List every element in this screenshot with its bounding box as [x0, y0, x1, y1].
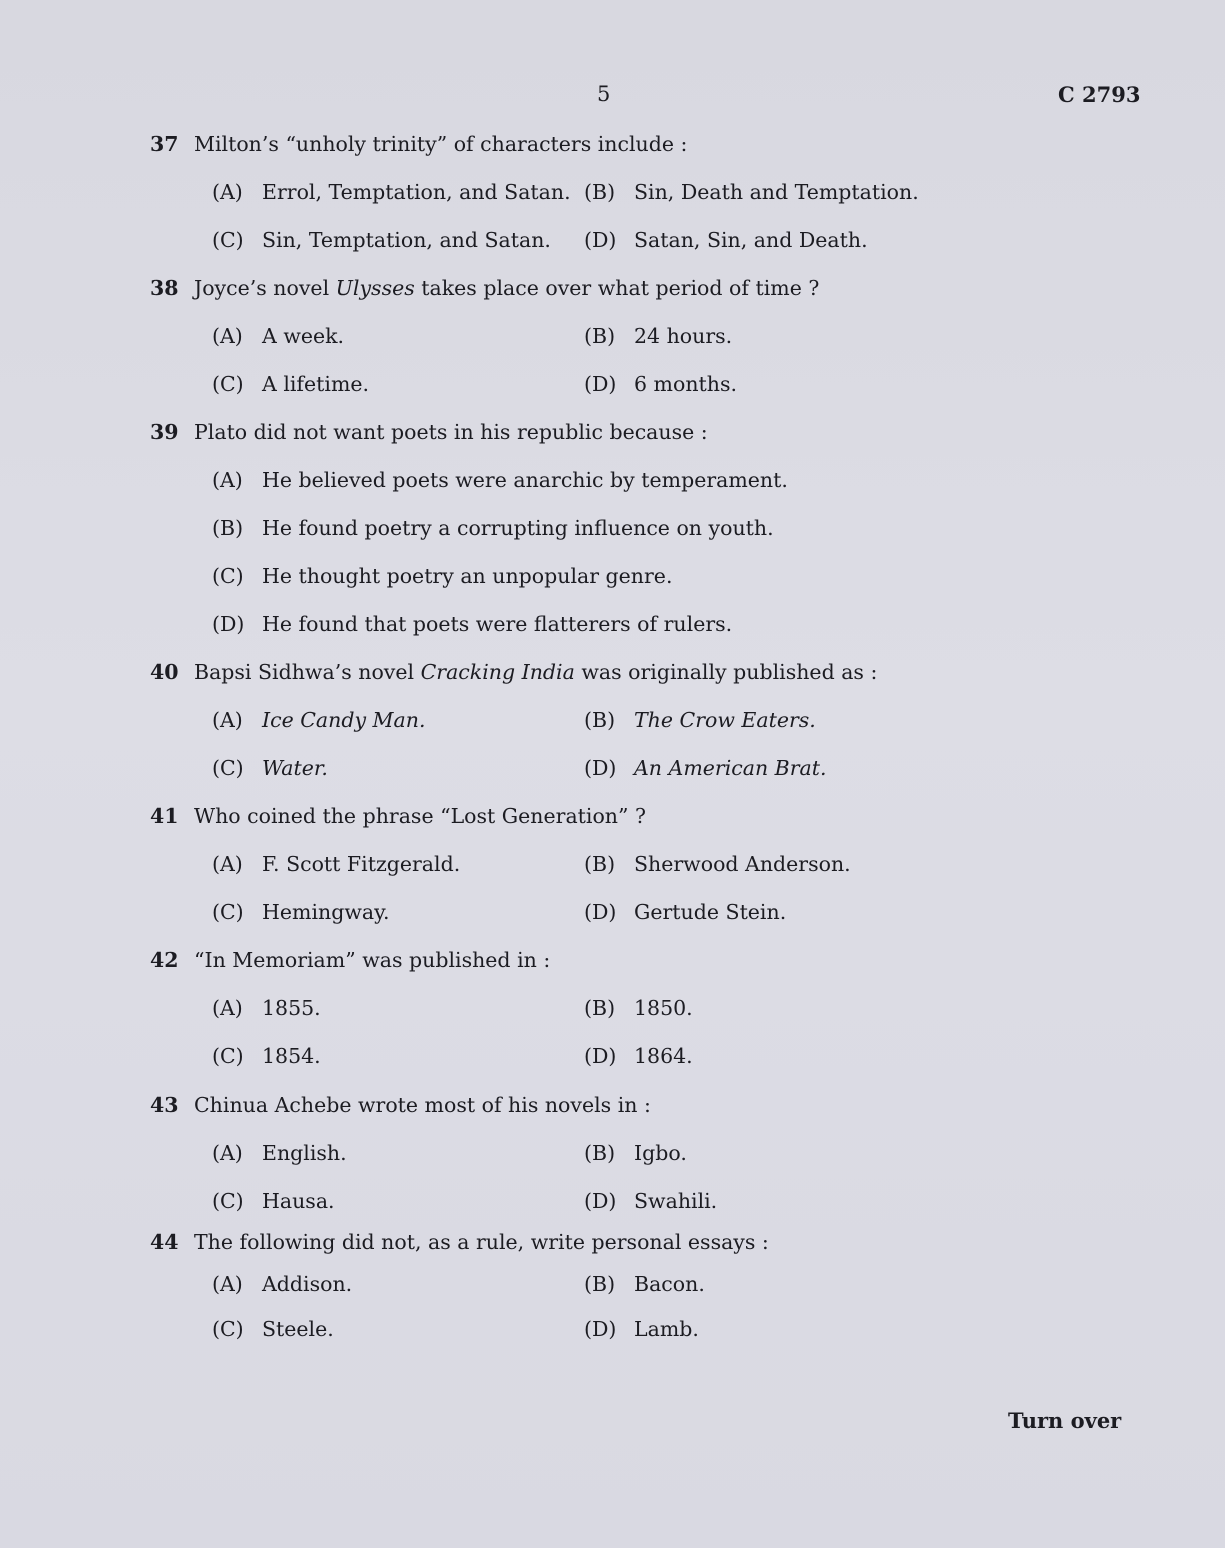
option-label: (D) [584, 900, 617, 924]
option-label: (A) [212, 1272, 243, 1296]
option-c [212, 1315, 584, 1343]
option-label: (C) [212, 1317, 244, 1341]
option-c [212, 754, 584, 782]
option-label: (A) [212, 468, 243, 492]
option-c [212, 1187, 584, 1215]
option-label: (B) [584, 1272, 616, 1296]
question-number: 40 [150, 660, 179, 684]
question-number: 42 [150, 948, 179, 972]
option-a [212, 466, 788, 494]
option-label: (C) [212, 1044, 244, 1068]
option-text: 1850. [634, 996, 693, 1020]
option-text: A week. [262, 324, 345, 348]
option-c [212, 226, 584, 254]
option-text: He found that poets were flatterers of rulers. [262, 612, 733, 636]
option-c [212, 898, 584, 926]
option-text: A lifetime. [262, 372, 370, 396]
question-41 [150, 802, 1110, 926]
option-text: 1864. [634, 1044, 693, 1068]
option-text: An American Brat. [634, 756, 827, 780]
option-c [212, 370, 584, 398]
option-text: 1854. [262, 1044, 321, 1068]
option-d [212, 610, 732, 638]
question-number: 44 [150, 1230, 179, 1254]
option-text: Steele. [262, 1317, 334, 1341]
option-text: Gertude Stein. [634, 900, 787, 924]
option-a [212, 850, 584, 878]
option-label: (C) [212, 1189, 244, 1213]
option-d [584, 226, 868, 254]
option-label: (C) [212, 756, 244, 780]
option-a [212, 1139, 584, 1167]
option-d [584, 898, 786, 926]
option-b [584, 994, 693, 1022]
option-label: (C) [212, 372, 244, 396]
option-label: (B) [584, 180, 616, 204]
option-text: Ice Candy Man. [262, 708, 426, 732]
option-text: Hausa. [262, 1189, 335, 1213]
option-text: Bacon. [634, 1272, 705, 1296]
option-b [584, 178, 919, 206]
option-c [212, 1042, 584, 1070]
option-text: Igbo. [634, 1141, 687, 1165]
option-label: (B) [584, 324, 616, 348]
option-a [212, 994, 584, 1022]
option-text: Addison. [262, 1272, 353, 1296]
question-38 [150, 274, 1110, 398]
option-text: He believed poets were anarchic by temperament. [262, 468, 788, 492]
option-label: (B) [584, 1141, 616, 1165]
question-text: Milton’s “unholy trinity” of characters include : [194, 132, 688, 156]
question-number: 41 [150, 804, 179, 828]
option-text: Swahili. [634, 1189, 718, 1213]
option-c [212, 562, 672, 590]
option-b [584, 1139, 687, 1167]
option-label: (D) [584, 1189, 617, 1213]
question-number: 39 [150, 420, 179, 444]
option-text: He found poetry a corrupting influence on youth. [262, 516, 774, 540]
option-text: Water. [262, 756, 328, 780]
option-text: 24 hours. [634, 324, 733, 348]
option-label: (B) [584, 996, 616, 1020]
option-text: Sin, Temptation, and Satan. [262, 228, 551, 252]
question-text: Bapsi Sidhwa’s novel Cracking India was originally published as : [194, 660, 878, 684]
option-text: F. Scott Fitzgerald. [262, 852, 461, 876]
option-label: (A) [212, 708, 243, 732]
option-label: (D) [584, 1317, 617, 1341]
option-text: Satan, Sin, and Death. [634, 228, 868, 252]
option-label: (B) [584, 708, 616, 732]
option-a [212, 322, 584, 350]
option-text: Errol, Temptation, and Satan. [262, 180, 571, 204]
option-label: (D) [212, 612, 245, 636]
option-a [212, 178, 584, 206]
option-d [584, 1187, 717, 1215]
question-text: Joyce’s novel Ulysses takes place over what period of time ? [194, 276, 820, 300]
option-label: (C) [212, 900, 244, 924]
page-number: 5 [597, 82, 611, 106]
question-text: The following did not, as a rule, write personal essays : [194, 1230, 769, 1254]
option-label: (A) [212, 852, 243, 876]
option-label: (D) [584, 756, 617, 780]
option-label: (C) [212, 564, 244, 588]
question-text: Who coined the phrase “Lost Generation” ? [194, 804, 646, 828]
option-label: (A) [212, 324, 243, 348]
option-label: (D) [584, 372, 617, 396]
option-text: Hemingway. [262, 900, 390, 924]
option-text: English. [262, 1141, 347, 1165]
option-label: (A) [212, 1141, 243, 1165]
question-text: Plato did not want poets in his republic because : [194, 420, 708, 444]
option-b [584, 850, 851, 878]
question-number: 38 [150, 276, 179, 300]
option-d [584, 754, 827, 782]
option-a [212, 1270, 584, 1298]
option-b [212, 514, 774, 542]
question-44 [150, 1228, 1110, 1343]
option-label: (D) [584, 1044, 617, 1068]
option-text: Sin, Death and Temptation. [634, 180, 919, 204]
option-d [584, 370, 737, 398]
option-b [584, 1270, 705, 1298]
option-a [212, 706, 584, 734]
question-number: 43 [150, 1093, 179, 1117]
option-text: 6 months. [634, 372, 738, 396]
option-label: (A) [212, 180, 243, 204]
question-37 [150, 130, 1110, 254]
option-b [584, 322, 732, 350]
option-label: (B) [584, 852, 616, 876]
question-text: Chinua Achebe wrote most of his novels in : [194, 1093, 651, 1117]
option-label: (C) [212, 228, 244, 252]
option-b [584, 706, 816, 734]
question-number: 37 [150, 132, 179, 156]
option-label: (B) [212, 516, 244, 540]
option-text: Lamb. [634, 1317, 699, 1341]
option-d [584, 1042, 693, 1070]
question-39 [150, 418, 1110, 638]
question-42 [150, 946, 1110, 1070]
question-43 [150, 1091, 1110, 1215]
option-text: The Crow Eaters. [634, 708, 816, 732]
question-text: “In Memoriam” was published in : [194, 948, 551, 972]
option-d [584, 1315, 699, 1343]
option-text: Sherwood Anderson. [634, 852, 851, 876]
question-40 [150, 658, 1110, 782]
option-text: 1855. [262, 996, 321, 1020]
option-text: He thought poetry an unpopular genre. [262, 564, 673, 588]
paper-code: C 2793 [1058, 82, 1141, 107]
option-label: (D) [584, 228, 617, 252]
option-label: (A) [212, 996, 243, 1020]
turn-over-note: Turn over [1008, 1408, 1122, 1433]
